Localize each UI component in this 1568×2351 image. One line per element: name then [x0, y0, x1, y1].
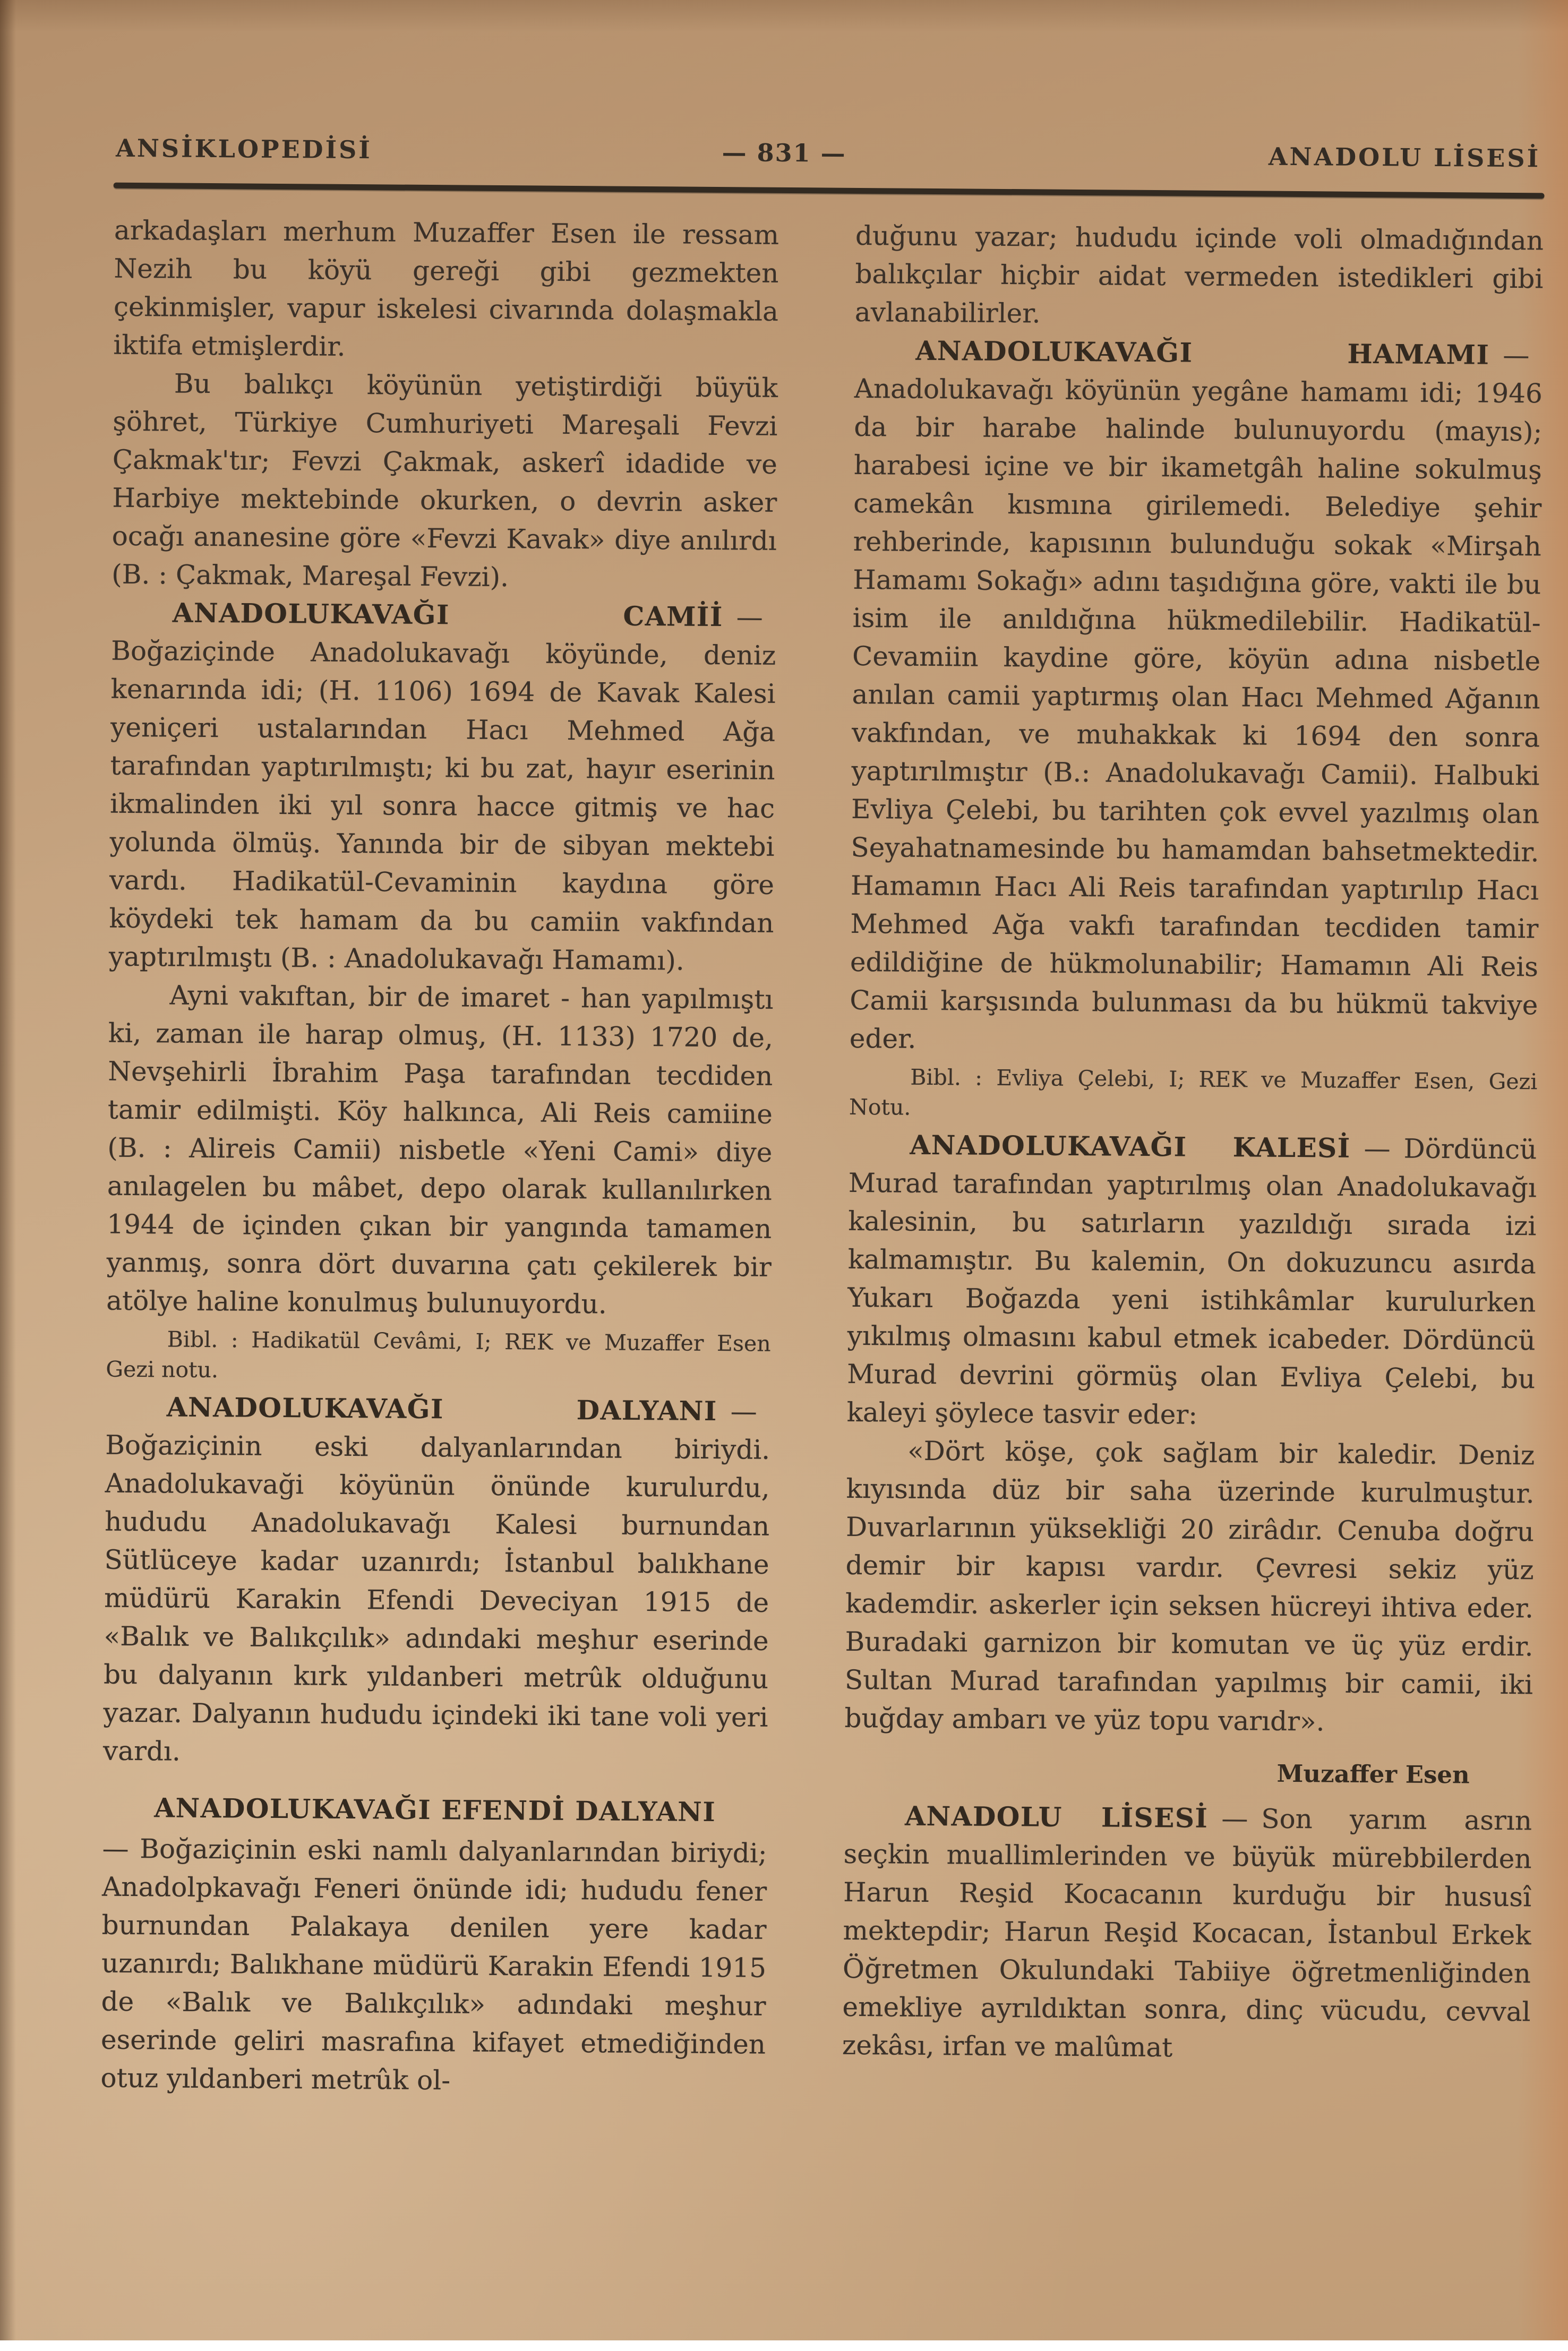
entry-title: ANADOLUKAVAĞI CAMİİ — [172, 597, 723, 633]
entry-text: Boğaziçinde Anadolukavağı köyünde, deniz kenarında idi; (H. 1106) 1694 de Kavak Kalesi yeniçeri ustalarından Hacı Mehmed Ağa tarafından yaptırılmıştı; ki bu zat, hayır eserinin ikmalinden iki yıl sonra hacce gitmiş ve hac yolunda ölmüş. Yanında bir de sibyan mektebi vardı. Hadikatül-Cevaminin kaydına göre köydeki tek hamam da bu camiin vakfından yaptırılmıştı (B. : Anadolukavağı Hamamı). — [108, 635, 776, 976]
page-number: — 831 — — [722, 138, 846, 168]
entry-paragraph: ANADOLUKAVAĞI DALYANI — Boğaziçinin eski dalyanlarından biriydi. Anadolukavaği köyünün önünde kurulurdu, hududu Anadolukavağı Kalesi burnundan Sütlüceye kadar uzanırdı; İstanbul balıkhane müdürü Karakin Efendi Deveciyan 1915 de «Balık ve Balıkçılık» adındaki meşhur eserinde bu dalyanın kırk yıldanberi metrûk olduğunu yazar. Dalyanın hududu içindeki iki tane voli yeri vardı. — [102, 1391, 770, 1767]
entry-title: ANADOLU LİSESİ — [904, 1800, 1209, 1834]
body-paragraph: arkadaşları merhum Muzaffer Esen ile ressam Nezih bu köyü gereği gibi gezmekten çekinmişler, vapur iskelesi civarında dolaşmakla iktifa etmişlerdir. — [113, 214, 779, 362]
section-heading: ANADOLUKAVAĞI EFENDİ DALYANI — [153, 1792, 716, 1828]
right-column — [842, 217, 1544, 2069]
entry-text: Son yarım asrın seçkin muallimlerinden ve büyük mürebbilerden Harun Reşid Kocacanın kurduğu bir hususî mektepdir; Harun Reşid Kocacan, İstanbul Erkek Öğretmen Okulundaki Tabiiye öğretmenliğinden emekliye ayrıldıktan sonra, dinç vücudu, cevval zekâsı, irfan ve malûmat — [842, 1803, 1532, 2063]
header-rule — [114, 183, 1545, 199]
entry-title: ANADOLUKAVAĞI KALESİ — [910, 1129, 1351, 1164]
body-paragraph: duğunu yazar; hududu içinde voli olmadığından balıkçılar hiçbir aidat vermeden istedikleri gibi avlanabilirler. — [854, 220, 1544, 329]
entry-title: ANADOLUKAVAĞI DALYANI — [166, 1391, 717, 1427]
header-article: ANADOLU LİSESİ — [1268, 142, 1541, 173]
entry-text: Boğaziçinin eski dalyanlarından biriydi. Anadolukavaği köyünün önünde kurulurdu, hududu Anadolukavağı Kalesi burnundan Sütlüceye kadar uzanırdı; İstanbul balıkhane müdürü Karakin Efendi Deveciyan 1915 de «Balık ve Balıkçılık» adındaki meşhur eserinde bu dalyanın kırk yıldanberi metrûk olduğunu yazar. Dalyanın hududu içindeki iki tane voli yeri vardı. — [102, 1429, 770, 1767]
entry-paragraph: ANADOLUKAVAĞI HAMAMI — Anadolukavağı köyünün yegâne hamamı idi; 1946 da bir harabe halinde bulunuyordu (mayıs); harabesi içine ve bir ikametgâh haline sokulmuş camekân kısmına girilemedi. Belediye şehir rehberinde, kapısının bulunduğu sokak «Mirşah Hamamı Sokağı» adını taşıdığına göre, vakti ile bu isim ile anıldığına hükmedilebilir. Hadikatül-Cevamiin kaydine göre, köyün adına nisbetle anılan camii yaptırmış olan Hacı Mehmed Ağanın vakfından, ve muhakkak ki 1694 den sonra yaptırılmıştır (B.: Anadolukavağı Camii). Halbuki Evliya Çelebi, bu tarihten çok evvel yazılmış olan Seyahatnamesinde bu hamamdan bahsetmektedir. Hamamın Hacı Ali Reis tarafından yaptırılıp Hacı Mehmed Ağa vakfı tarafından tecdiden tamir edildiğine de hükmolunabilir; Hamamın Ali Reis Camii karşısında bulunması da bu hükmü takviye eder. — [849, 334, 1543, 1054]
entry-paragraph: ANADOLUKAVAĞI CAMİİ — Boğaziçinde Anadolukavağı köyünde, deniz kenarında idi; (H. 1106) 1694 de Kavak Kalesi yeniçeri ustalarından Hacı Mehmed Ağa tarafından yaptırılmıştı; ki bu zat, hayır eserinin ikmalinden iki yıl sonra hacce gitmiş ve hac yolunda ölmüş. Yanında bir de sibyan mektebi vardı. Hadikatül-Cevaminin kaydına göre köydeki tek hamam da bu camiin vakfından yaptırılmıştı (B. : Anadolukavağı Hamamı). — [108, 597, 776, 976]
entry-text: Dördüncü Murad tarafından yaptırılmış olan Anadolukavağı kalesinin, bu satırların yazıldığı sırada izi kalmamıştır. Bu kalemin, On dokuzuncu asırda Yukarı Boğazda yeni istihkâmlar kurulurken yıkılmış olmasını kabul etmek icabeder. Dördüncü Murad devrini görmüş olan Evliya Çelebi, bu kaleyi şöylece tasvir eder: — [846, 1133, 1537, 1430]
left-column — [100, 211, 779, 2102]
body-paragraph: «Dört köşe, çok sağlam bir kaledir. Deniz kıyısında düz bir saha üzerinde kurulmuştur. Duvarlarının yüksekliği 20 zirâdır. Cenuba doğru demir bir kapısı vardır. Çevresi sekiz yüz kademdir. askerler için seksen hücreyi ihtiva eder. Buradaki garnizon bir komutan ve üç yüz erdir. Sultan Murad tarafından yapılmış bir camii, iki buğday ambarı ve yüz topu varıdr». — [844, 1435, 1535, 1737]
author-signature: Muzaffer Esen — [1276, 1759, 1470, 1789]
header-publication: ANSİKLOPEDİSİ — [115, 133, 373, 165]
entry-paragraph: ANADOLU LİSESİ — Son yarım asrın seçkin muallimlerinden ve büyük mürebbilerden Harun Reşid Kocacanın kurduğu bir hususî mektepdir; Harun Reşid Kocacan, İstanbul Erkek Öğretmen Okulundaki Tabiiye öğretmenliğinden emekliye ayrıldıktan sonra, dinç vücudu, cevval zekâsı, irfan ve malûmat — [842, 1800, 1532, 2063]
bibliography-note: Bibl. : Evliya Çelebi, I; REK ve Muzaffer Esen, Gezi Notu. — [849, 1064, 1538, 1120]
entry-title: ANADOLUKAVAĞI HAMAMI — [915, 334, 1490, 371]
bibliography-note: Bibl. : Hadikatül Cevâmi, I; REK ve Muzaffer Esen Gezi notu. — [106, 1326, 771, 1383]
entry-text: Anadolukavağı köyünün yegâne hamamı idi; 1946 da bir harabe halinde bulunuyordu (mayıs); harabesi içine ve bir ikametgâh haline sokulmuş camekân kısmına girilemedi. Belediye şehir rehberinde, kapısının bulunduğu sokak «Mirşah Hamamı Sokağı» adını taşıdığına göre, vakti ile bu isim ile anıldığına hükmedilebilir. Hadikatül-Cevamiin kaydine göre, köyün adına nisbetle anılan camii yaptırmış olan Hacı Mehmed Ağanın vakfından, ve muhakkak ki 1694 den sonra yaptırılmıştır (B.: Anadolukavağı Camii). Halbuki Evliya Çelebi, bu tarihten çok evvel yazılmış olan Seyahatnamesinde bu hamamdan bahsetmektedir. Hamamın Hacı Ali Reis tarafından yaptırılıp Hacı Mehmed Ağa vakfı tarafından tecdiden tamir edildiğine de hükmolunabilir; Hamamın Ali Reis Camii karşısında bulunması da bu hükmü takviye eder. — [849, 373, 1543, 1054]
body-paragraph: Ayni vakıftan, bir de imaret - han yapılmıştı ki, zaman ile harap olmuş, (H. 1133) 1720 de, Nevşehirli İbrahim Paşa tarafından tecdiden tamir edilmişti. Köy halkınca, Ali Reis camiine (B. : Alireis Camii) nisbetle «Yeni Cami» diye anılagelen bu mâbet, depo olarak kullanılırken 1944 de içinden çıkan bir yangında tamamen yanmış, sonra dört duvarına çatı çekilerek bir atölye haline konulmuş bulunuyordu. — [106, 980, 774, 1320]
body-paragraph: Bu balıkçı köyünün yetiştirdiği büyük şöhret, Türkiye Cumhuriyeti Mareşali Fevzi Çakmak'tır; Fevzi Çakmak, askerî idadide ve Harbiye mektebinde okurken, o devrin asker ocağı ananesine göre «Fevzi Kavak» diye anılırdı (B. : Çakmak, Mareşal Fevzi). — [112, 368, 778, 593]
body-paragraph: — Boğaziçinin eski namlı dalyanlarından biriydi; Anadolpkavağı Feneri önünde idi; hududu fener burnundan Palakaya denilen yere kadar uzanırdı; Balıkhane müdürü Karakin Efendi 1915 de «Balık ve Balıkçılık» adındaki meşhur eserinde geliri masrafına kifayet etmediğinden otuz yıldanberi metrûk ol- — [100, 1833, 767, 2096]
entry-paragraph: ANADOLUKAVAĞI KALESİ — Dördüncü Murad tarafından yaptırılmış olan Anadolukavağı kalesinin, bu satırların yazıldığı sırada izi kalmamıştır. Bu kalemin, On dokuzuncu asırda Yukarı Boğazda yeni istihkâmlar kurulurken yıkılmış olmasını kabul etmek icabeder. Dördüncü Murad devrini görmüş olan Evliya Çelebi, bu kaleyi şöylece tasvir eder: — [846, 1129, 1537, 1430]
